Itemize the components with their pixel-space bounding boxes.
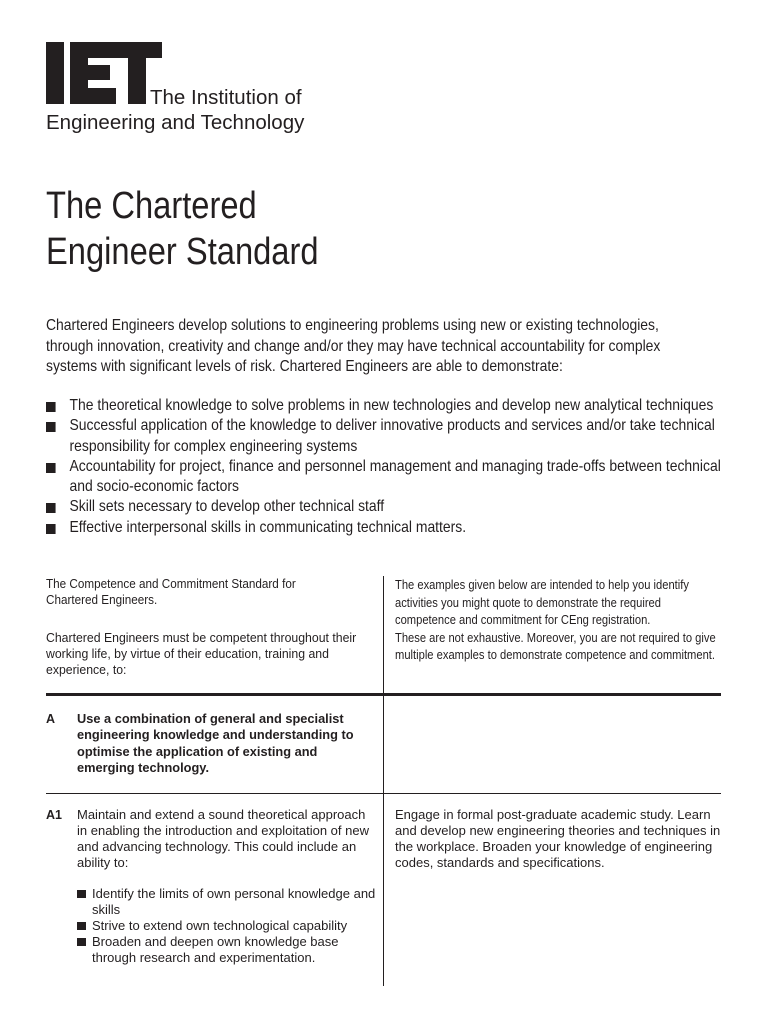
title-line1: The Chartered bbox=[46, 185, 257, 227]
column-divider bbox=[383, 576, 384, 986]
list-item bbox=[46, 457, 725, 498]
list-item bbox=[46, 497, 725, 517]
subsection-list bbox=[77, 886, 377, 966]
square-bullet-icon bbox=[77, 890, 86, 898]
list-item-text: Skill sets necessary to develop other technical staff bbox=[69, 498, 385, 516]
capability-list bbox=[46, 396, 725, 538]
subsection-examples: Engage in formal post-graduate academic study. Learn and develop new engineering theories and techniques in the workplace. Broaden your knowledge of engineering codes, standards and specifications. bbox=[395, 807, 721, 870]
org-name-line1: The Institution of bbox=[150, 86, 302, 109]
list-item-text: Broaden and deepen own knowledge base through research and experimentation. bbox=[92, 934, 339, 965]
section-code: A bbox=[46, 712, 56, 726]
square-bullet-icon bbox=[46, 524, 56, 534]
list-item bbox=[46, 396, 725, 416]
list-item bbox=[46, 416, 725, 457]
competence-table bbox=[46, 576, 721, 986]
list-item-text: Accountability for project, finance and personnel management and managing trade-offs between technical and socio-economic factors bbox=[69, 457, 721, 496]
square-bullet-icon bbox=[77, 922, 86, 930]
square-bullet-icon bbox=[46, 503, 56, 513]
header-rule bbox=[46, 693, 721, 696]
list-item-text: Identify the limits of own personal knowledge and skills bbox=[92, 886, 376, 917]
right-header-text-2: These are not exhaustive. Moreover, you are not required to give multiple examples to demonstrate competence and commitment. bbox=[395, 629, 716, 663]
square-bullet-icon bbox=[77, 938, 86, 946]
title-line2: Engineer Standard bbox=[46, 231, 319, 273]
list-item-text: The theoretical knowledge to solve problems in new technologies and develop new analytical techniques bbox=[69, 397, 714, 414]
left-header-description: Chartered Engineers must be competent throughout their working life, by virtue of their education, training and experience, to: bbox=[46, 630, 357, 677]
intro-paragraph: Chartered Engineers develop solutions to engineering problems using new or existing technologies, through innovation, creativity and change and/or they may have technical accountability for complex systems with significant levels of risk. Chartered Engineers are able to demonstrate: bbox=[46, 317, 661, 375]
right-header-description bbox=[395, 576, 722, 664]
list-item-text: Effective interpersonal skills in communicating technical matters. bbox=[69, 518, 467, 536]
list-item-text: Strive to extend own technological capability bbox=[92, 918, 348, 933]
org-name-line2: Engineering and Technology bbox=[46, 111, 305, 134]
section-heading: Use a combination of general and specialist engineering knowledge and understanding to optimise the application of existing and emerging technology. bbox=[77, 711, 354, 775]
list-item-text: Successful application of the knowledge to deliver innovative products and services and/or take technical responsibility for complex engineering systems bbox=[69, 417, 715, 455]
list-item bbox=[46, 518, 725, 538]
list-item bbox=[77, 886, 377, 918]
subsection-text: Maintain and extend a sound theoretical approach in enabling the introduction and exploitation of new and advancing technology. This could include an ability to: bbox=[77, 807, 369, 870]
iet-logo-mark bbox=[46, 42, 166, 106]
square-bullet-icon bbox=[46, 422, 56, 432]
row-divider bbox=[46, 793, 721, 794]
right-header-text-1: The examples given below are intended to help you identify activities you might quote to demonstrate the required competence and commitment for CEng registration. bbox=[395, 577, 689, 628]
list-item bbox=[77, 918, 377, 934]
square-bullet-icon bbox=[46, 402, 56, 412]
left-header-title: The Competence and Commitment Standard for Chartered Engineers. bbox=[46, 576, 296, 607]
iet-logo bbox=[46, 42, 346, 137]
list-item bbox=[77, 934, 377, 966]
subsection-code: A1 bbox=[46, 808, 62, 822]
square-bullet-icon bbox=[46, 463, 56, 473]
page-title bbox=[46, 183, 319, 275]
